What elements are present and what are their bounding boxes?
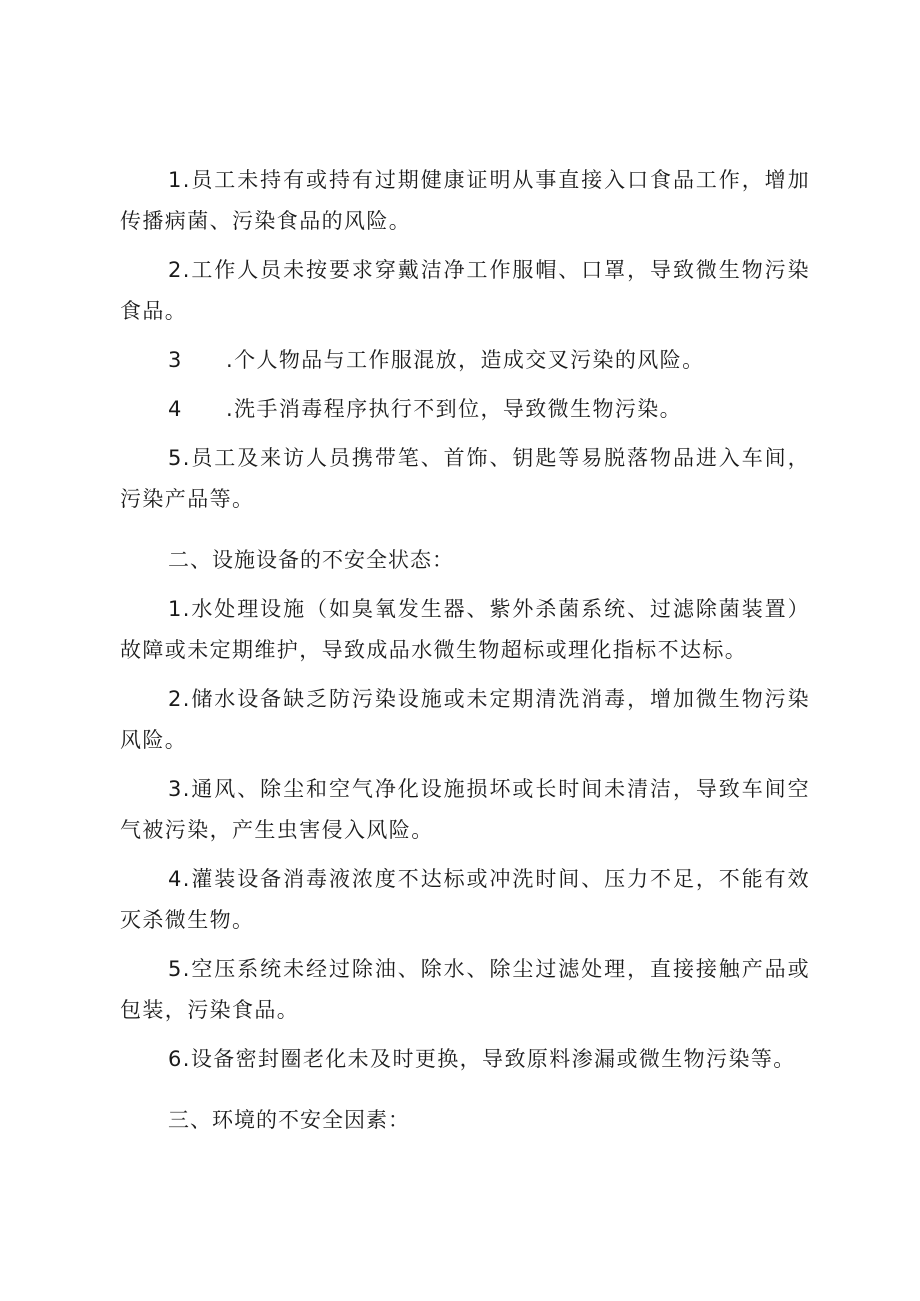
- item-number: 4: [168, 397, 183, 421]
- item-number: 3: [168, 777, 183, 801]
- item-text: .灌装设备消毒液浓度不达标或冲洗时间、压力不足，不能有效灭杀微生物。: [120, 867, 810, 932]
- list-item: [120, 160, 810, 242]
- item-text: .通风、除尘和空气净化设施损坏或长时间未清洁，导致车间空气被污染，产生虫害侵入风险。: [120, 777, 810, 842]
- item-number: 2: [168, 687, 183, 711]
- list-item: [120, 340, 810, 381]
- list-item: [120, 679, 810, 761]
- item-text: .工作人员未按要求穿戴洁净工作服帽、口罩，导致微生物污染食品。: [120, 258, 810, 323]
- list-item: [120, 589, 810, 671]
- item-text: .空压系统未经过除油、除水、除尘过滤处理，直接接触产品或包装，污染食品。: [120, 957, 810, 1022]
- list-item: [120, 859, 810, 941]
- list-item: [120, 389, 810, 430]
- item-number: 2: [168, 258, 183, 282]
- section-spacer: [120, 528, 810, 540]
- item-number: 3: [168, 348, 183, 372]
- item-text: .个人物品与工作服混放，造成交叉污染的风险。: [226, 348, 705, 372]
- item-text: .水处理设施（如臭氧发生器、紫外杀菌系统、过滤除菌装置）故障或未定期维护，导致成品水微生物超标或理化指标不达标。: [120, 597, 810, 662]
- list-item: [120, 949, 810, 1031]
- item-number: 6.: [168, 1047, 191, 1071]
- section-heading: 二、设施设备的不安全状态：: [168, 548, 454, 572]
- item-number: 1: [168, 168, 183, 192]
- item-number: 5: [168, 957, 183, 981]
- list-item: [120, 1039, 810, 1080]
- item-number: 5: [168, 446, 183, 470]
- item-text: .员工及来访人员携带笔、首饰、钥匙等易脱落物品进入车间，污染产品等。: [120, 446, 810, 511]
- item-text: .洗手消毒程序执行不到位，导致微生物污染。: [226, 397, 683, 421]
- item-number: 4: [168, 867, 183, 891]
- section-heading: 三、环境的不安全因素：: [168, 1108, 410, 1132]
- section-spacer: [120, 1088, 810, 1100]
- list-item: [120, 250, 810, 332]
- item-text: .员工未持有或持有过期健康证明从事直接入口食品工作，增加传播病菌、污染食品的风险。: [120, 168, 810, 233]
- item-text: 设备密封圈老化未及时更换，导致原料渗漏或微生物污染等。: [190, 1047, 796, 1071]
- item-text: .储水设备缺乏防污染设施或未定期清洗消毒，增加微生物污染风险。: [120, 687, 810, 752]
- list-item: [120, 438, 810, 520]
- list-item: [120, 769, 810, 851]
- item-number: 1: [168, 597, 183, 621]
- document-body: [120, 160, 810, 1149]
